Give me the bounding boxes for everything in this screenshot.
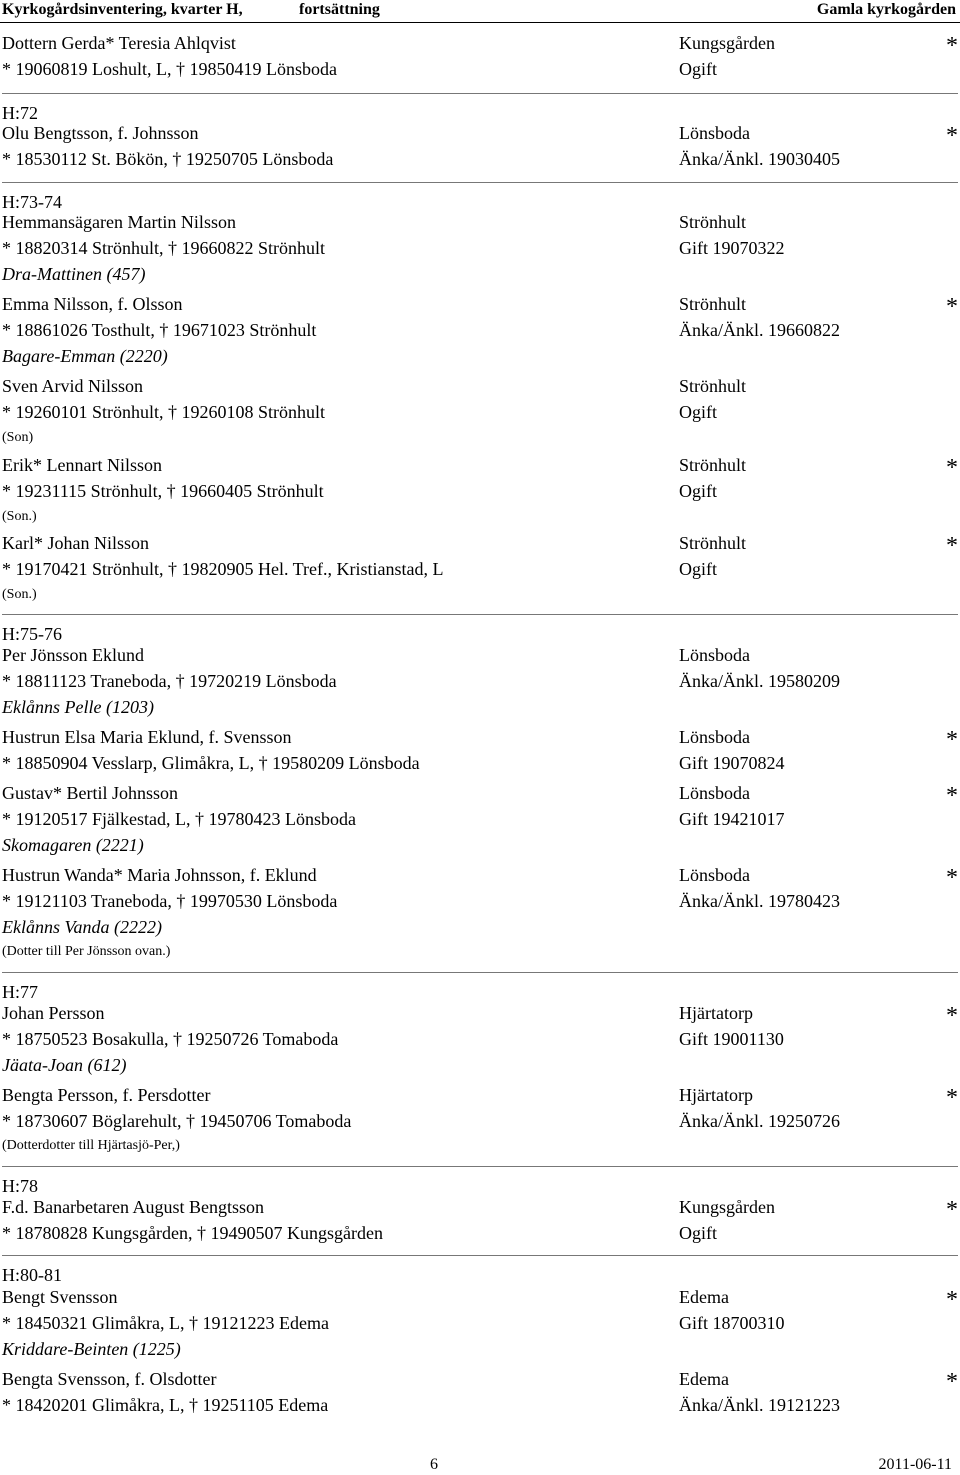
place-or-status: Lönsboda [679, 123, 750, 143]
place-or-status: Lönsboda [679, 727, 750, 747]
person-info: * 18750523 Bosakulla, † 19250726 Tomaboda [2, 1029, 339, 1049]
place-or-status: Strönhult [679, 212, 747, 232]
place-or-status: Ogift [679, 402, 717, 422]
place-or-status: Änka/Änkl. 19780423 [679, 891, 840, 911]
record-row [2, 147, 958, 171]
place-or-status: Strönhult [679, 455, 747, 475]
record-row [2, 426, 958, 450]
person-info: Bengta Persson, f. Persdotter [2, 1085, 211, 1105]
record-row [2, 725, 958, 753]
asterisk-marker: * [946, 533, 958, 559]
nickname: Dra-Mattinen (457) [2, 264, 146, 284]
asterisk-marker: * [946, 1287, 958, 1313]
person-info: * 18530112 St. Bökön, † 19250705 Lönsboda [2, 149, 334, 169]
nickname: Kriddare-Beinten (1225) [2, 1339, 181, 1359]
section-header [2, 182, 958, 212]
person-info: Hemmansägaren Martin Nilsson [2, 212, 236, 232]
place-or-status: Strönhult [679, 533, 747, 553]
record-row [2, 1393, 958, 1417]
note: (Son.) [2, 587, 37, 602]
record-row [2, 940, 958, 964]
person-info: Erik* Lennart Nilsson [2, 455, 162, 475]
record-row [2, 643, 958, 667]
person-info: * 18450321 Glimåkra, L, † 19121223 Edema [2, 1313, 329, 1333]
place-or-status: Hjärtatorp [679, 1003, 753, 1023]
person-info: * 19121103 Traneboda, † 19970530 Lönsboda [2, 891, 338, 911]
place-or-status: Strönhult [679, 376, 747, 396]
header-location: Gamla kyrkogården [816, 1, 956, 18]
record-row [2, 1134, 958, 1158]
person-info: Johan Persson [2, 1003, 105, 1023]
section-title: H:72 [2, 103, 38, 123]
record-row [2, 1109, 958, 1133]
place-or-status: Gift 19421017 [679, 809, 785, 829]
place-or-status: Änka/Änkl. 19121223 [679, 1395, 840, 1415]
header-title: Kyrkogårdsinventering, kvarter H, [2, 1, 243, 18]
person-info: Hustrun Wanda* Maria Johnsson, f. Eklund [2, 865, 317, 885]
place-or-status: Ogift [679, 481, 717, 501]
page-number: 6 [430, 1456, 438, 1473]
record-row [2, 236, 958, 260]
person-info: Sven Arvid Nilsson [2, 376, 144, 396]
record-row [2, 1367, 958, 1395]
nickname: Bagare-Emman (2220) [2, 346, 168, 366]
person-info: * 19170421 Strönhult, † 19820905 Hel. Tref., Kristianstad, L [2, 559, 444, 579]
record-row [2, 863, 958, 891]
person-info: Dottern Gerda* Teresia Ahlqvist [2, 33, 236, 53]
person-info: * 18780828 Kungsgården, † 19490507 Kungsgården [2, 1223, 383, 1243]
section-title: H:75-76 [2, 624, 62, 644]
place-or-status: Lönsboda [679, 865, 750, 885]
section-title: H:80-81 [2, 1265, 62, 1285]
person-info: Emma Nilsson, f. Olsson [2, 294, 183, 314]
place-or-status: Gift 19070824 [679, 753, 785, 773]
record-row [2, 479, 958, 503]
place-or-status: Änka/Änkl. 19030405 [679, 149, 840, 169]
person-info: Bengt Svensson [2, 1287, 118, 1307]
place-or-status: Strönhult [679, 294, 747, 314]
section-header [2, 93, 958, 123]
nickname: Skomagaren (2221) [2, 835, 144, 855]
record-row [2, 807, 958, 831]
record-row [2, 1337, 958, 1361]
record-row [2, 505, 958, 529]
record-row [2, 1221, 958, 1245]
place-or-status: Änka/Änkl. 19660822 [679, 320, 840, 340]
record-row [2, 1053, 958, 1077]
asterisk-marker: * [946, 294, 958, 320]
place-or-status: Lönsboda [679, 783, 750, 803]
note: (Dotter till Per Jönsson ovan.) [2, 944, 171, 959]
page-header [0, 0, 960, 23]
nickname: Jäata-Joan (612) [2, 1055, 127, 1075]
place-or-status: Ogift [679, 559, 717, 579]
nickname: Eklånns Vanda (2222) [2, 917, 162, 937]
asterisk-marker: * [946, 783, 958, 809]
record-row [2, 833, 958, 857]
person-info: Olu Bengtsson, f. Johnsson [2, 123, 199, 143]
place-or-status: Ogift [679, 1223, 717, 1243]
person-info: Bengta Svensson, f. Olsdotter [2, 1369, 217, 1389]
person-info: * 18850904 Vesslarp, Glimåkra, L, † 19580209 Lönsboda [2, 753, 420, 773]
record-row [2, 57, 958, 81]
asterisk-marker: * [946, 33, 958, 59]
record-row [2, 453, 958, 481]
asterisk-marker: * [946, 455, 958, 481]
record-row [2, 262, 958, 286]
record-row [2, 531, 958, 559]
header-subtitle: fortsättning [299, 1, 380, 18]
record-row [2, 121, 958, 149]
place-or-status: Edema [679, 1287, 729, 1307]
asterisk-marker: * [946, 727, 958, 753]
note: (Son) [2, 430, 34, 445]
note: (Dotterdotter till Hjärtasjö-Per,) [2, 1138, 180, 1153]
person-info: Per Jönsson Eklund [2, 645, 145, 665]
record-row [2, 210, 958, 234]
asterisk-marker: * [946, 123, 958, 149]
section-header [2, 1166, 958, 1196]
record-row [2, 695, 958, 719]
place-or-status: Kungsgården [679, 1197, 775, 1217]
person-info: * 18820314 Strönhult, † 19660822 Strönhult [2, 238, 326, 258]
asterisk-marker: * [946, 1197, 958, 1223]
record-row [2, 400, 958, 424]
place-or-status: Ogift [679, 59, 717, 79]
place-or-status: Edema [679, 1369, 729, 1389]
person-info: * 19060819 Loshult, L, † 19850419 Lönsboda [2, 59, 337, 79]
asterisk-marker: * [946, 1369, 958, 1395]
record-row [2, 781, 958, 809]
record-row [2, 292, 958, 320]
footer-date: 2011-06-11 [878, 1456, 952, 1473]
nickname: Eklånns Pelle (1203) [2, 697, 154, 717]
person-info: F.d. Banarbetaren August Bengtsson [2, 1197, 265, 1217]
record-row [2, 751, 958, 775]
place-or-status: Kungsgården [679, 33, 775, 53]
record-row [2, 557, 958, 581]
record-row [2, 669, 958, 693]
section-header [2, 1255, 958, 1285]
record-row [2, 1311, 958, 1335]
record-row [2, 344, 958, 368]
person-info: * 18420201 Glimåkra, L, † 19251105 Edema [2, 1395, 329, 1415]
person-info: * 19231115 Strönhult, † 19660405 Strönhult [2, 481, 324, 501]
person-info: Gustav* Bertil Johnsson [2, 783, 179, 803]
place-or-status: Änka/Änkl. 19580209 [679, 671, 840, 691]
place-or-status: Gift 19001130 [679, 1029, 784, 1049]
person-info: * 19120517 Fjälkestad, L, † 19780423 Lönsboda [2, 809, 356, 829]
record-row [2, 1195, 958, 1223]
place-or-status: Änka/Änkl. 19250726 [679, 1111, 840, 1131]
place-or-status: Lönsboda [679, 645, 750, 665]
asterisk-marker: * [946, 1003, 958, 1029]
place-or-status: Hjärtatorp [679, 1085, 753, 1105]
record-row [2, 889, 958, 913]
person-info: * 18730607 Böglarehult, † 19450706 Tomaboda [2, 1111, 352, 1131]
person-info: * 18811123 Traneboda, † 19720219 Lönsboda [2, 671, 337, 691]
person-info: Hustrun Elsa Maria Eklund, f. Svensson [2, 727, 292, 747]
record-row [2, 374, 958, 398]
record-row [2, 1083, 958, 1111]
section-title: H:78 [2, 1176, 38, 1196]
section-header [2, 972, 958, 1002]
record-row [2, 1027, 958, 1051]
record-row [2, 31, 958, 59]
note: (Son.) [2, 509, 37, 524]
record-row [2, 1285, 958, 1313]
place-or-status: Gift 18700310 [679, 1313, 785, 1333]
section-title: H:73-74 [2, 192, 62, 212]
record-row [2, 318, 958, 342]
section-title: H:77 [2, 982, 38, 1002]
asterisk-marker: * [946, 865, 958, 891]
place-or-status: Gift 19070322 [679, 238, 785, 258]
person-info: Karl* Johan Nilsson [2, 533, 149, 553]
person-info: * 18861026 Tosthult, † 19671023 Strönhult [2, 320, 317, 340]
section-header [2, 614, 958, 644]
record-row [2, 1001, 958, 1029]
asterisk-marker: * [946, 1085, 958, 1111]
record-row [2, 915, 958, 939]
record-row [2, 583, 958, 607]
person-info: * 19260101 Strönhult, † 19260108 Strönhult [2, 402, 326, 422]
